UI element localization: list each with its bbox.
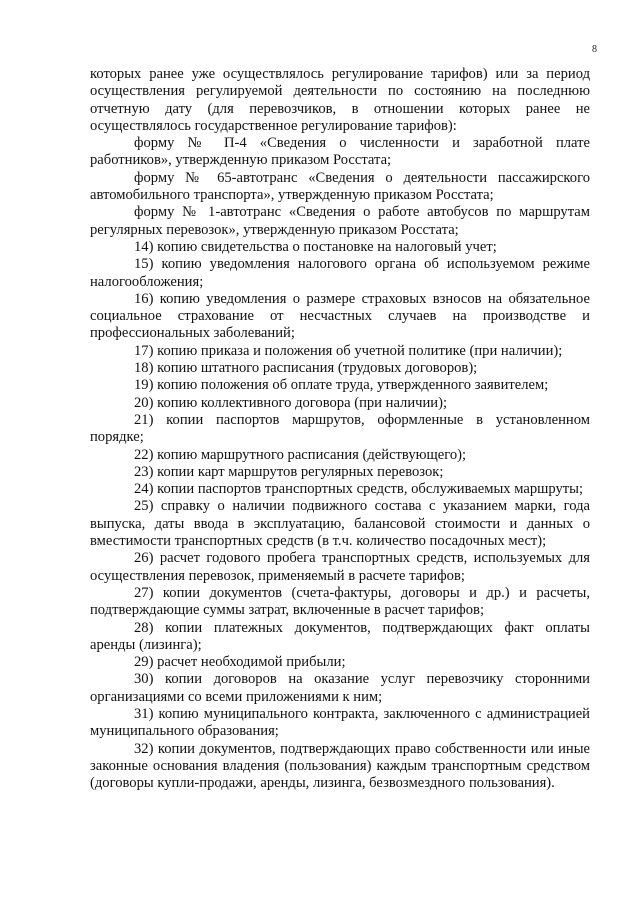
list-item-28: 28) копии платежных документов, подтверждающих факт оплаты аренды (лизинга);	[90, 619, 590, 653]
list-item-22: 22) копию маршрутного расписания (действующего);	[134, 446, 467, 463]
list-item-16: 16) копию уведомления о размере страховых взносов на обязательное социальное страхование от несчастных случаев на производстве и профессиональных заболеваний;	[90, 290, 590, 342]
list-item-24: 24) копии паспортов транспортных средств, обслуживаемых маршруты;	[134, 481, 584, 498]
list-item-19: 19) копию положения об оплате труда, утвержденного заявителем;	[134, 377, 549, 394]
paragraph-continuation: которых ранее уже осуществлялось регулирование тарифов) или за период осуществления регулируемой деятельности по состоянию на последнюю отчетную дату (для перевозчиков, в отношении которых ранее не осуществлялось государственное регулирование тарифов):	[90, 66, 590, 134]
list-item-17: 17) копию приказа и положения об учетной политике (при наличии);	[134, 342, 563, 359]
list-item-25: 25) справку о наличии подвижного состава с указанием марки, года выпуска, даты ввода в эксплуатацию, балансовой стоимости и данных о вместимости транспортных средств (в т.ч. количество посадочных мест);	[90, 498, 590, 550]
list-item-14: 14) копию свидетельства о постановке на налоговый учет;	[134, 238, 497, 255]
page-number: 8	[592, 44, 597, 55]
list-item-30: 30) копии договоров на оказание услуг перевозчику сторонними организациями со всеми приложениями к ним;	[90, 671, 590, 705]
list-item-26: 26) расчет годового пробега транспортных средств, используемых для осуществления перевозок, применяемый в расчете тарифов;	[90, 550, 590, 584]
list-item-31: 31) копию муниципального контракта, заключенного с администрацией муниципального образования;	[90, 705, 590, 740]
list-item-23: 23) копии карт маршрутов регулярных перевозок;	[134, 463, 444, 480]
list-item-29: 29) расчет необходимой прибыли;	[134, 654, 346, 671]
paragraph-form-1-avtotrans: форму № 1-автотранс «Сведения о работе автобусов по маршрутам регулярных перевозок», утвержденную приказом Росстата;	[90, 204, 590, 238]
paragraph-form-p4: форму № П-4 «Сведения о численности и заработной плате работников», утвержденную приказом Росстата;	[90, 135, 590, 169]
document-body	[90, 66, 590, 792]
list-item-32: 32) копии документов, подтверждающих право собственности или иные законные основания владения (пользования) каждым транспортным средством (договоры купли-продажи, аренды, лизинга, безвозмездного пользования).	[90, 740, 590, 792]
list-item-21: 21) копии паспортов маршрутов, оформленные в установленном порядке;	[90, 411, 590, 446]
list-item-15: 15) копию уведомления налогового органа об используемом режиме налогообложения;	[90, 256, 590, 290]
list-item-20: 20) копию коллективного договора (при наличии);	[134, 394, 448, 411]
list-item-18: 18) копию штатного расписания (трудовых договоров);	[134, 360, 478, 377]
paragraph-form-65-avtotrans: форму № 65-автотранс «Сведения о деятельности пассажирского автомобильного транспорта», утвержденную приказом Росстата;	[90, 169, 590, 204]
list-item-27: 27) копии документов (счета-фактуры, договоры и др.) и расчеты, подтверждающие суммы затрат, включенные в расчет тарифов;	[90, 584, 590, 619]
